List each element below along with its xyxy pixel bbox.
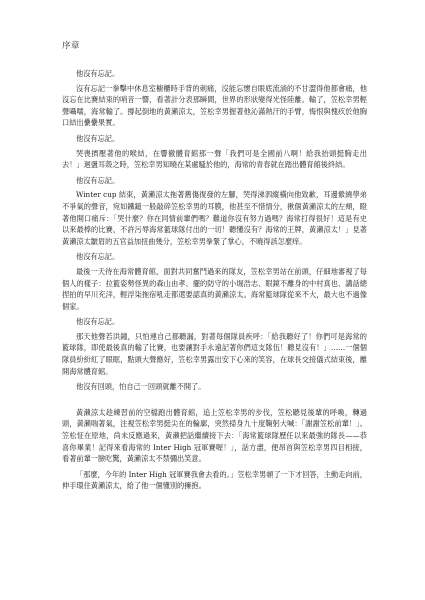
paragraph: 他沒有回頭，怕自己一回頭就離不開了。 (76, 382, 206, 392)
paragraph: Winter cup 結束，黃瀨涼太拖著舊傷復發的左腳，哭得涕泗縱橫向他致歉，耳邊縈繞學弟不爭氣的聲音，宛如鐵鎚一般敲碎笠松幸男的耳膜，他甚至不惜情分，揪個黃瀨涼太的左頰，瞪著他開口痛斥：「哭什麼？你在同情前輩們嗎？難道你沒有努力過嗎？海常打得很好！這是有史以來最棒的比賽，不許污辱海常籃球隊付出的一切！聽懂沒有？海常的王牌，黃瀨涼太！」見著黃瀨涼太皺眉的五官益加扭曲幾分，笠松幸男拳緊了掌心，不曉得該怎麼痒。 (62, 190, 367, 246)
section-gap (62, 396, 367, 407)
paragraph: 他沒有忘記。 (76, 133, 120, 143)
paragraph: 他沒有忘記。 (76, 69, 120, 78)
paragraph: 他沒有忘記。 (76, 175, 120, 185)
paragraph: 他沒有忘記。 (76, 317, 120, 327)
paragraph: 那天他聲若洪鐘，只怕連自己都聽漏，對著每個隊員疾呼：「給我聽好了！你們可是海常的籃球隊，即使最後真的輸了比賽，也要讓對手永遠記著你們這支隊伍！聽見沒有！」……一個個隊員紛紛紅了眼眶，點頭大聲應好，笠松幸男露出安下心來的笑容，在球長交接儀式結束後，離開海常體育館。 (62, 331, 367, 376)
paragraph: 黃瀨涼太趁練習前的空檔跑出體育館，追上笠松幸男的步伐，笠松聽見後輩的呼喚，轉過頭，黃瀨喘著氣，注視笠松幸男挺尖在的輪廓，突然掃身九十度鞠躬大喊：「謝謝笠松前輩！」。笠松怔在原地，尚未反應過來，黃瀨把話繼續接下去：「海常籃球隊歷任以來最強的隊長——恭喜你畢業！記得來看海常的 Inter High 冠軍賽喔！」，話方盡，便昂首與笠松幸男四目相接，看著前輩一臉吃驚，黃瀨涼太不禁彌出笑意。 (62, 407, 367, 464)
paragraph: 沒有忘記一拳擊中休息室櫥櫃時手背的刺痛，沒能忘懷自眼底流淌的不甘澀得他都會痛，他沒忘在比賽結束的哨音一響，看著計分表那瞬間，世界的形狀變得光怪陸離。輸了，笠松幸男輕聲囁嚅，海常輸了。撐起倒地的黃瀨涼太，笠松幸男握著他沁滿熱汗的手臂，悔恨與愧疚於他胸口結出纍纍果實。 (62, 83, 367, 128)
paragraph: 最後一天待在海常體育館，面對共同奮鬥過來的隊友，笠松幸男站在前頭，仔細地審視了每個人的樣子：拉籃姿勢怪異的森山由孝、擺的防守的小堀浩志、眼鏡不離身的中村真也、講話總捏拍的早川充洋，輕浮柒拖宿吼走都還要認真的黃瀨涼太。海常籃球隊從來不大，最大也不過像個家。 (62, 266, 367, 311)
paragraph: 他沒有忘記。 (76, 252, 120, 262)
chapter-title: 序章 (62, 41, 80, 51)
paragraph: 哭喪擠壓著他的喉結，在響徹體育館那一聲「我們可是全國前八啊！給我抬頭挺胸走出去！」迴盪耳殼之時，笠松幸男知曉在某處騷於他的，海常的青春就在踏出體育館後終結。 (62, 148, 367, 170)
paragraph: 「那麼，今年的 Inter High 冠軍賽我會去看的。」笠松幸男頓了一下才回答，主動走向前，伸手環住黃瀨涼太，給了他一個懂別的擁抱。 (62, 469, 367, 491)
